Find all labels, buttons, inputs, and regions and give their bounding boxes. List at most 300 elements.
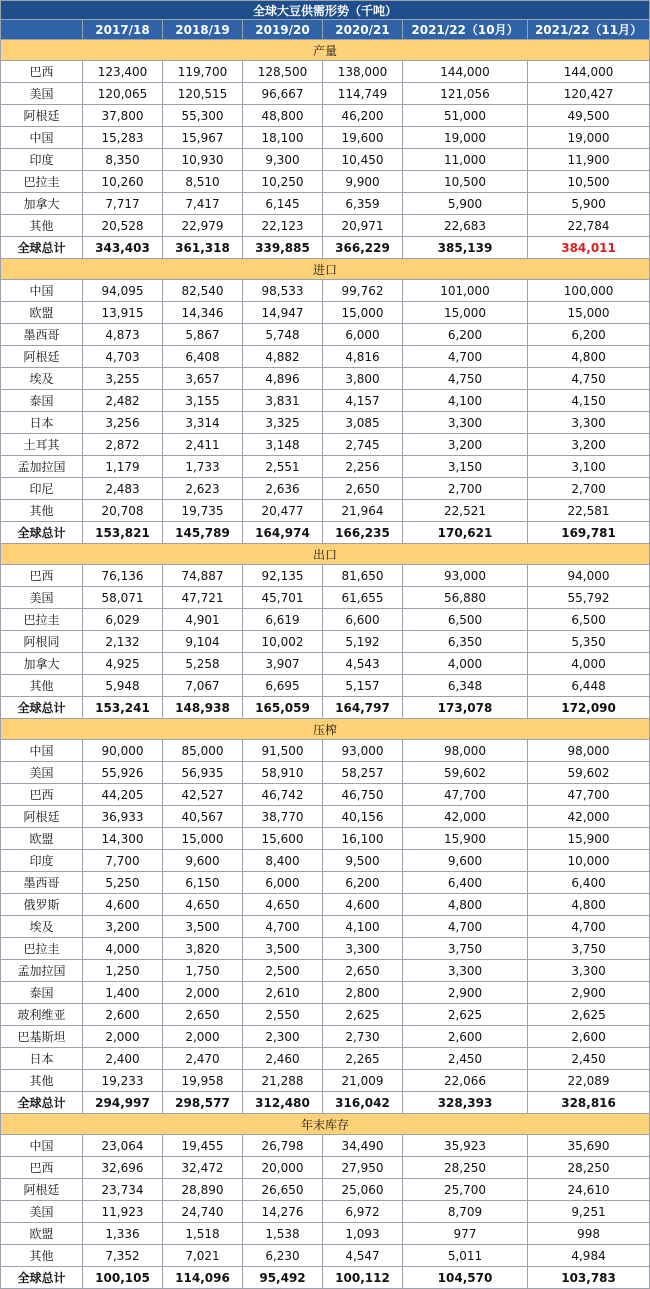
table-row	[1, 500, 650, 522]
row-label: 孟加拉国	[1, 456, 83, 478]
row-label: 其他	[1, 1070, 83, 1092]
value-cell: 6,408	[163, 346, 243, 368]
row-label: 墨西哥	[1, 872, 83, 894]
value-cell: 58,071	[83, 587, 163, 609]
value-cell: 5,011	[403, 1245, 528, 1267]
value-cell: 6,145	[243, 193, 323, 215]
total-value-cell: 384,011	[528, 237, 650, 259]
total-value-cell: 104,570	[403, 1267, 528, 1289]
row-label: 其他	[1, 500, 83, 522]
value-cell: 2,256	[323, 456, 403, 478]
total-value-cell: 153,241	[83, 697, 163, 719]
value-cell: 98,000	[403, 740, 528, 762]
value-cell: 82,540	[163, 280, 243, 302]
table-row	[1, 83, 650, 105]
value-cell: 3,820	[163, 938, 243, 960]
row-label: 埃及	[1, 916, 83, 938]
value-cell: 10,250	[243, 171, 323, 193]
total-row	[1, 522, 650, 544]
value-cell: 10,450	[323, 149, 403, 171]
value-cell: 2,500	[243, 960, 323, 982]
row-label: 阿根廷	[1, 346, 83, 368]
value-cell: 6,150	[163, 872, 243, 894]
value-cell: 123,400	[83, 61, 163, 83]
total-value-cell: 172,090	[528, 697, 650, 719]
value-cell: 4,000	[403, 653, 528, 675]
value-cell: 94,000	[528, 565, 650, 587]
value-cell: 4,650	[163, 894, 243, 916]
row-label: 阿根同	[1, 631, 83, 653]
table-row	[1, 1179, 650, 1201]
row-label: 美国	[1, 587, 83, 609]
value-cell: 4,100	[403, 390, 528, 412]
table-row	[1, 806, 650, 828]
value-cell: 61,655	[323, 587, 403, 609]
table-row	[1, 1004, 650, 1026]
value-cell: 5,250	[83, 872, 163, 894]
value-cell: 15,000	[323, 302, 403, 324]
value-cell: 6,029	[83, 609, 163, 631]
total-label: 全球总计	[1, 237, 83, 259]
value-cell: 4,800	[403, 894, 528, 916]
value-cell: 38,770	[243, 806, 323, 828]
value-cell: 4,700	[528, 916, 650, 938]
value-cell: 5,350	[528, 631, 650, 653]
table-row	[1, 762, 650, 784]
row-label: 俄罗斯	[1, 894, 83, 916]
table-row	[1, 390, 650, 412]
value-cell: 59,602	[528, 762, 650, 784]
value-cell: 22,784	[528, 215, 650, 237]
table-row	[1, 1223, 650, 1245]
value-cell: 2,700	[403, 478, 528, 500]
value-cell: 9,104	[163, 631, 243, 653]
value-cell: 5,192	[323, 631, 403, 653]
value-cell: 48,800	[243, 105, 323, 127]
value-cell: 32,696	[83, 1157, 163, 1179]
row-label: 其他	[1, 675, 83, 697]
total-value-cell: 100,112	[323, 1267, 403, 1289]
table-row	[1, 1026, 650, 1048]
row-label: 巴西	[1, 1157, 83, 1179]
value-cell: 4,800	[528, 894, 650, 916]
table-row	[1, 740, 650, 762]
value-cell: 138,000	[323, 61, 403, 83]
value-cell: 1,750	[163, 960, 243, 982]
value-cell: 7,352	[83, 1245, 163, 1267]
row-label: 美国	[1, 83, 83, 105]
value-cell: 22,979	[163, 215, 243, 237]
table-row	[1, 1245, 650, 1267]
value-cell: 4,600	[323, 894, 403, 916]
table-row	[1, 784, 650, 806]
value-cell: 40,567	[163, 806, 243, 828]
row-label: 孟加拉国	[1, 960, 83, 982]
total-label: 全球总计	[1, 1267, 83, 1289]
table-row	[1, 193, 650, 215]
total-value-cell: 165,059	[243, 697, 323, 719]
total-row	[1, 1092, 650, 1114]
table-row	[1, 171, 650, 193]
total-value-cell: 166,235	[323, 522, 403, 544]
value-cell: 47,721	[163, 587, 243, 609]
table-row	[1, 675, 650, 697]
row-label: 印度	[1, 149, 83, 171]
value-cell: 6,230	[243, 1245, 323, 1267]
value-cell: 6,400	[528, 872, 650, 894]
total-value-cell: 164,797	[323, 697, 403, 719]
value-cell: 119,700	[163, 61, 243, 83]
value-cell: 45,701	[243, 587, 323, 609]
value-cell: 4,816	[323, 346, 403, 368]
value-cell: 2,000	[163, 982, 243, 1004]
value-cell: 2,650	[163, 1004, 243, 1026]
table-row	[1, 982, 650, 1004]
total-value-cell: 173,078	[403, 697, 528, 719]
table-row	[1, 61, 650, 83]
value-cell: 26,650	[243, 1179, 323, 1201]
value-cell: 6,600	[323, 609, 403, 631]
row-label: 中国	[1, 1135, 83, 1157]
value-cell: 19,455	[163, 1135, 243, 1157]
value-cell: 18,100	[243, 127, 323, 149]
value-cell: 3,500	[163, 916, 243, 938]
value-cell: 94,095	[83, 280, 163, 302]
value-cell: 6,619	[243, 609, 323, 631]
value-cell: 2,650	[323, 478, 403, 500]
value-cell: 5,900	[528, 193, 650, 215]
value-cell: 40,156	[323, 806, 403, 828]
value-cell: 2,900	[528, 982, 650, 1004]
value-cell: 19,735	[163, 500, 243, 522]
row-label: 印尼	[1, 478, 83, 500]
row-label: 巴西	[1, 784, 83, 806]
value-cell: 6,500	[528, 609, 650, 631]
value-cell: 10,500	[403, 171, 528, 193]
value-cell: 2,550	[243, 1004, 323, 1026]
value-cell: 47,700	[528, 784, 650, 806]
value-cell: 10,000	[528, 850, 650, 872]
value-cell: 15,000	[163, 828, 243, 850]
section-title: 产量	[1, 40, 650, 61]
value-cell: 21,288	[243, 1070, 323, 1092]
value-cell: 4,150	[528, 390, 650, 412]
table-row	[1, 302, 650, 324]
value-cell: 3,750	[403, 938, 528, 960]
total-value-cell: 339,885	[243, 237, 323, 259]
value-cell: 2,551	[243, 456, 323, 478]
total-value-cell: 316,042	[323, 1092, 403, 1114]
value-cell: 36,933	[83, 806, 163, 828]
value-cell: 5,867	[163, 324, 243, 346]
value-cell: 3,500	[243, 938, 323, 960]
value-cell: 4,543	[323, 653, 403, 675]
value-cell: 10,930	[163, 149, 243, 171]
value-cell: 15,900	[403, 828, 528, 850]
row-label: 巴西	[1, 565, 83, 587]
value-cell: 28,250	[403, 1157, 528, 1179]
value-cell: 6,972	[323, 1201, 403, 1223]
value-cell: 3,085	[323, 412, 403, 434]
value-cell: 16,100	[323, 828, 403, 850]
row-label: 中国	[1, 127, 83, 149]
value-cell: 8,709	[403, 1201, 528, 1223]
section-title: 年末库存	[1, 1114, 650, 1135]
total-value-cell: 328,393	[403, 1092, 528, 1114]
header-cell-2020-21: 2020/21	[323, 20, 403, 40]
total-value-cell: 298,577	[163, 1092, 243, 1114]
value-cell: 13,915	[83, 302, 163, 324]
row-label: 印度	[1, 850, 83, 872]
value-cell: 20,000	[243, 1157, 323, 1179]
value-cell: 23,064	[83, 1135, 163, 1157]
value-cell: 20,477	[243, 500, 323, 522]
value-cell: 15,000	[403, 302, 528, 324]
value-cell: 81,650	[323, 565, 403, 587]
value-cell: 4,000	[528, 653, 650, 675]
value-cell: 6,350	[403, 631, 528, 653]
row-label: 埃及	[1, 368, 83, 390]
header-cell-label	[1, 20, 83, 40]
value-cell: 120,515	[163, 83, 243, 105]
value-cell: 32,472	[163, 1157, 243, 1179]
table-row	[1, 565, 650, 587]
table-row	[1, 1201, 650, 1223]
section-header-row	[1, 40, 650, 61]
table-row	[1, 127, 650, 149]
value-cell: 2,483	[83, 478, 163, 500]
row-label: 欧盟	[1, 1223, 83, 1245]
value-cell: 22,683	[403, 215, 528, 237]
section-header-row	[1, 259, 650, 280]
value-cell: 144,000	[403, 61, 528, 83]
value-cell: 59,602	[403, 762, 528, 784]
value-cell: 998	[528, 1223, 650, 1245]
value-cell: 5,258	[163, 653, 243, 675]
value-cell: 2,470	[163, 1048, 243, 1070]
total-value-cell: 385,139	[403, 237, 528, 259]
total-label: 全球总计	[1, 522, 83, 544]
value-cell: 2,132	[83, 631, 163, 653]
row-label: 阿根廷	[1, 806, 83, 828]
total-value-cell: 100,105	[83, 1267, 163, 1289]
value-cell: 4,100	[323, 916, 403, 938]
value-cell: 1,733	[163, 456, 243, 478]
value-cell: 4,700	[243, 916, 323, 938]
value-cell: 74,887	[163, 565, 243, 587]
value-cell: 4,901	[163, 609, 243, 631]
value-cell: 6,695	[243, 675, 323, 697]
value-cell: 1,400	[83, 982, 163, 1004]
row-label: 中国	[1, 740, 83, 762]
value-cell: 44,205	[83, 784, 163, 806]
value-cell: 85,000	[163, 740, 243, 762]
table-row	[1, 1135, 650, 1157]
table-row	[1, 872, 650, 894]
value-cell: 3,314	[163, 412, 243, 434]
value-cell: 4,750	[528, 368, 650, 390]
table-row	[1, 324, 650, 346]
value-cell: 3,907	[243, 653, 323, 675]
value-cell: 76,136	[83, 565, 163, 587]
value-cell: 120,427	[528, 83, 650, 105]
row-label: 墨西哥	[1, 324, 83, 346]
value-cell: 22,521	[403, 500, 528, 522]
value-cell: 19,233	[83, 1070, 163, 1092]
value-cell: 4,547	[323, 1245, 403, 1267]
value-cell: 6,200	[403, 324, 528, 346]
value-cell: 10,002	[243, 631, 323, 653]
row-label: 巴西	[1, 61, 83, 83]
value-cell: 2,625	[403, 1004, 528, 1026]
row-label: 欧盟	[1, 302, 83, 324]
value-cell: 11,923	[83, 1201, 163, 1223]
value-cell: 2,600	[403, 1026, 528, 1048]
total-value-cell: 366,229	[323, 237, 403, 259]
total-row	[1, 237, 650, 259]
value-cell: 3,657	[163, 368, 243, 390]
value-cell: 55,926	[83, 762, 163, 784]
section-header-row	[1, 719, 650, 740]
value-cell: 4,157	[323, 390, 403, 412]
value-cell: 3,300	[403, 960, 528, 982]
value-cell: 2,411	[163, 434, 243, 456]
row-label: 加拿大	[1, 653, 83, 675]
value-cell: 6,348	[403, 675, 528, 697]
value-cell: 14,346	[163, 302, 243, 324]
table-title: 全球大豆供需形势（千吨）	[1, 1, 650, 20]
total-row	[1, 1267, 650, 1289]
value-cell: 128,500	[243, 61, 323, 83]
value-cell: 14,947	[243, 302, 323, 324]
value-cell: 2,450	[528, 1048, 650, 1070]
value-cell: 51,000	[403, 105, 528, 127]
value-cell: 1,336	[83, 1223, 163, 1245]
value-cell: 28,890	[163, 1179, 243, 1201]
table-row	[1, 587, 650, 609]
value-cell: 35,690	[528, 1135, 650, 1157]
value-cell: 2,450	[403, 1048, 528, 1070]
value-cell: 3,300	[528, 412, 650, 434]
table-row	[1, 631, 650, 653]
value-cell: 3,200	[83, 916, 163, 938]
value-cell: 46,750	[323, 784, 403, 806]
value-cell: 25,060	[323, 1179, 403, 1201]
table-row	[1, 1070, 650, 1092]
value-cell: 55,792	[528, 587, 650, 609]
value-cell: 8,400	[243, 850, 323, 872]
value-cell: 28,250	[528, 1157, 650, 1179]
value-cell: 2,625	[323, 1004, 403, 1026]
value-cell: 2,482	[83, 390, 163, 412]
value-cell: 2,265	[323, 1048, 403, 1070]
total-value-cell: 361,318	[163, 237, 243, 259]
table-row	[1, 1048, 650, 1070]
header-cell-2021-22-nov: 2021/22（11月）	[528, 20, 650, 40]
value-cell: 7,417	[163, 193, 243, 215]
total-value-cell: 343,403	[83, 237, 163, 259]
value-cell: 4,800	[528, 346, 650, 368]
value-cell: 49,500	[528, 105, 650, 127]
title-row	[1, 1, 650, 20]
value-cell: 1,179	[83, 456, 163, 478]
value-cell: 9,600	[163, 850, 243, 872]
row-label: 美国	[1, 1201, 83, 1223]
value-cell: 3,300	[323, 938, 403, 960]
value-cell: 96,667	[243, 83, 323, 105]
value-cell: 6,200	[323, 872, 403, 894]
section-header-row	[1, 544, 650, 565]
row-label: 加拿大	[1, 193, 83, 215]
value-cell: 2,460	[243, 1048, 323, 1070]
value-cell: 6,200	[528, 324, 650, 346]
value-cell: 9,300	[243, 149, 323, 171]
row-label: 欧盟	[1, 828, 83, 850]
value-cell: 20,708	[83, 500, 163, 522]
value-cell: 56,935	[163, 762, 243, 784]
table-row	[1, 828, 650, 850]
value-cell: 22,581	[528, 500, 650, 522]
table-row	[1, 894, 650, 916]
value-cell: 46,742	[243, 784, 323, 806]
table-row	[1, 456, 650, 478]
table-row	[1, 1157, 650, 1179]
value-cell: 7,700	[83, 850, 163, 872]
value-cell: 92,135	[243, 565, 323, 587]
value-cell: 4,873	[83, 324, 163, 346]
total-value-cell: 164,974	[243, 522, 323, 544]
value-cell: 19,958	[163, 1070, 243, 1092]
row-label: 巴拉圭	[1, 171, 83, 193]
total-value-cell: 148,938	[163, 697, 243, 719]
value-cell: 47,700	[403, 784, 528, 806]
value-cell: 1,250	[83, 960, 163, 982]
value-cell: 14,276	[243, 1201, 323, 1223]
value-cell: 9,900	[323, 171, 403, 193]
value-cell: 42,527	[163, 784, 243, 806]
value-cell: 2,636	[243, 478, 323, 500]
value-cell: 2,000	[163, 1026, 243, 1048]
value-cell: 5,157	[323, 675, 403, 697]
total-row	[1, 697, 650, 719]
table-row	[1, 215, 650, 237]
value-cell: 3,200	[528, 434, 650, 456]
value-cell: 4,600	[83, 894, 163, 916]
value-cell: 42,000	[403, 806, 528, 828]
value-cell: 4,925	[83, 653, 163, 675]
value-cell: 6,000	[243, 872, 323, 894]
section-header-row	[1, 1114, 650, 1135]
value-cell: 3,750	[528, 938, 650, 960]
value-cell: 34,490	[323, 1135, 403, 1157]
value-cell: 90,000	[83, 740, 163, 762]
value-cell: 4,750	[403, 368, 528, 390]
value-cell: 98,000	[528, 740, 650, 762]
header-cell-2017-18: 2017/18	[83, 20, 163, 40]
value-cell: 8,350	[83, 149, 163, 171]
row-label: 日本	[1, 1048, 83, 1070]
row-label: 玻利维亚	[1, 1004, 83, 1026]
value-cell: 3,155	[163, 390, 243, 412]
value-cell: 56,880	[403, 587, 528, 609]
value-cell: 20,971	[323, 215, 403, 237]
row-label: 其他	[1, 215, 83, 237]
value-cell: 8,510	[163, 171, 243, 193]
value-cell: 46,200	[323, 105, 403, 127]
total-label: 全球总计	[1, 697, 83, 719]
value-cell: 9,251	[528, 1201, 650, 1223]
value-cell: 37,800	[83, 105, 163, 127]
